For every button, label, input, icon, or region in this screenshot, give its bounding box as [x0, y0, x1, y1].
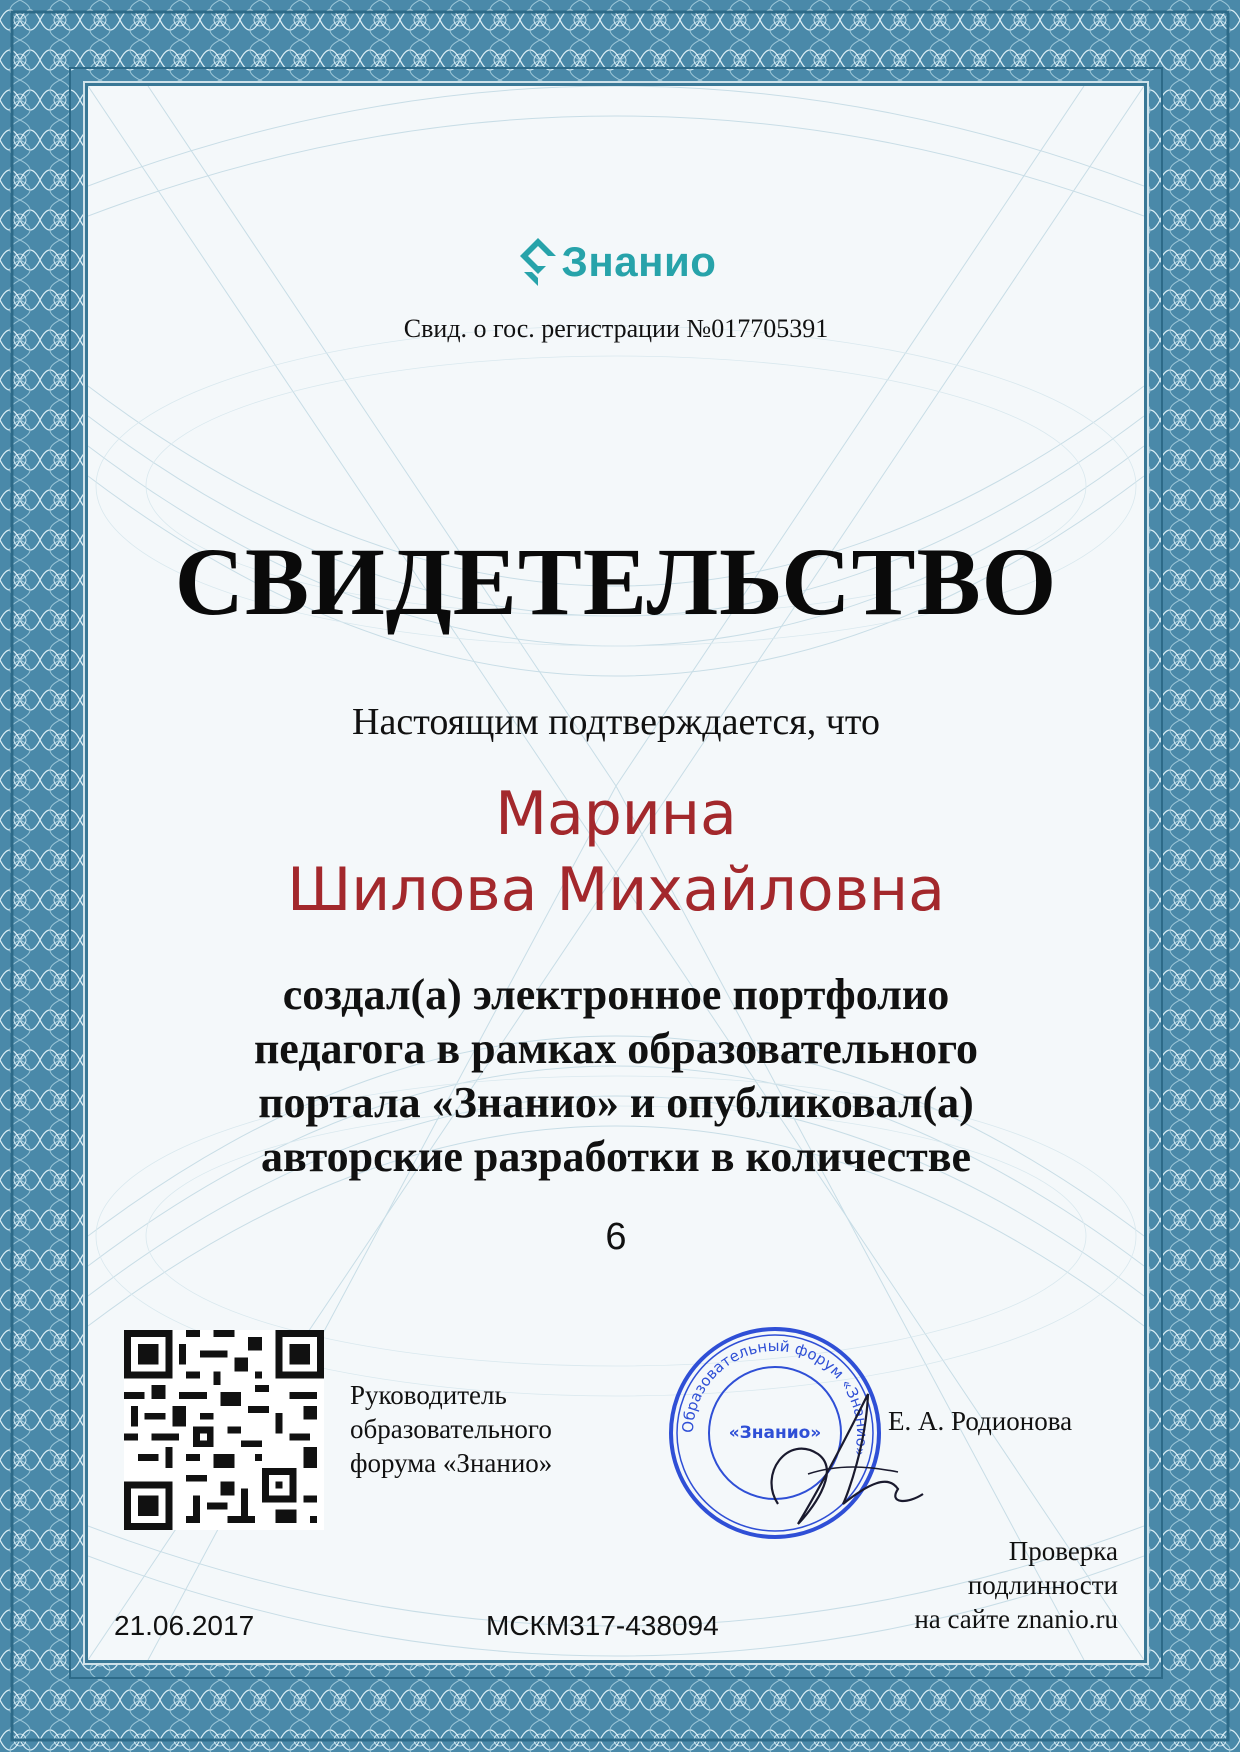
recipient-last-name: Шилова Михайловна [287, 855, 945, 925]
certificate-title: СВИДЕТЕЛЬСТВО [174, 528, 1058, 635]
logo-text: Знанио [561, 238, 717, 285]
logo [88, 232, 1144, 292]
body-line: авторские разработки в количестве [260, 1132, 971, 1181]
director-line: форума «Знанио» [350, 1448, 553, 1478]
znanio-logo-icon [516, 236, 560, 288]
certificate-body [88, 86, 1144, 1660]
director-title [350, 1378, 552, 1480]
body-line: создал(а) электронное портфолио [282, 970, 950, 1019]
recipient-name [88, 776, 1144, 928]
verification-note [848, 1534, 1118, 1636]
stamp-center-text: «Знанио» [728, 1423, 822, 1443]
signature [748, 1354, 948, 1544]
body-line: педагога в рамках образовательного [253, 1024, 979, 1073]
confirm-text: Настоящим подтверждается, что [352, 701, 880, 743]
verify-line: подлинности [967, 1570, 1118, 1600]
verify-line: на сайте znanio.ru [914, 1604, 1118, 1634]
publication-count: 6 [605, 1216, 627, 1258]
qr-code[interactable] [124, 1330, 324, 1530]
director-line: Руководитель [350, 1380, 507, 1410]
verify-line: Проверка [1008, 1536, 1118, 1566]
body-line: портала «Знанио» и опубликовал(а) [258, 1078, 974, 1127]
signatory-name: Е. А. Родионова [888, 1406, 1073, 1436]
stamp-outer-text: Образовательный форум «Знанио» [678, 1336, 872, 1459]
document-code: МСКМ317-438094 [486, 1610, 719, 1641]
recipient-first-name: Марина [495, 779, 737, 849]
registration-number: Свид. о гос. регистрации №017705391 [403, 314, 829, 343]
certificate-body-text [118, 968, 1114, 1184]
issue-date: 21.06.2017 [114, 1610, 255, 1641]
director-line: образовательного [350, 1414, 552, 1444]
